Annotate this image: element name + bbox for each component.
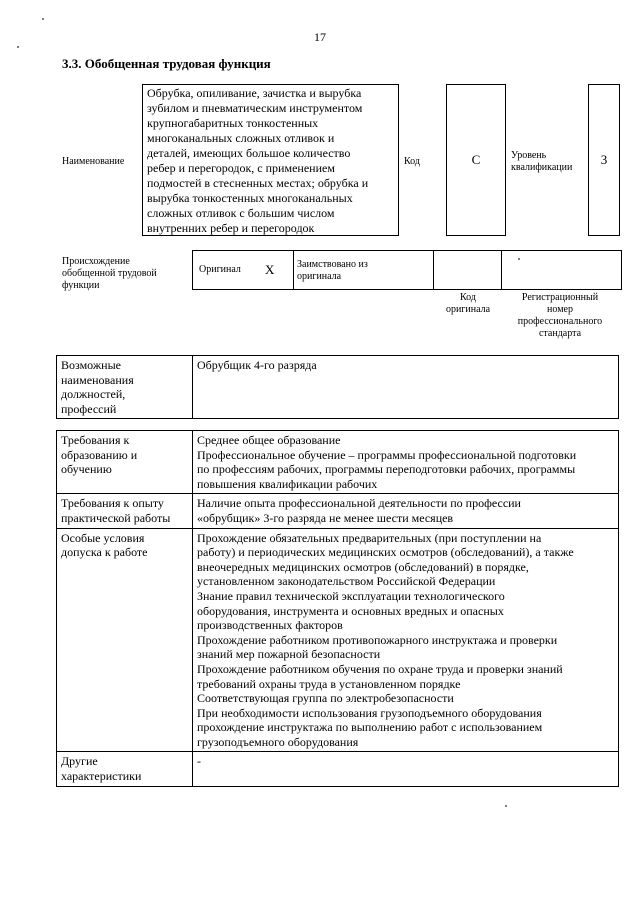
- origin-label: Происхождение обобщенной трудовой функции: [62, 256, 157, 291]
- scan-speck: [17, 46, 19, 48]
- code-value: C: [471, 152, 481, 167]
- registration-number-caption: Регистрационный номер профессионального стандарта: [517, 292, 603, 339]
- requirement-label: Требования к опыту практической работы: [57, 494, 193, 528]
- function-name-line: деталей, имеющих большое количество: [147, 146, 351, 160]
- requirement-label: Другие характеристики: [57, 752, 193, 786]
- divider: [433, 251, 434, 289]
- section-title: 3.3. Обобщенная трудовая функция: [62, 56, 271, 71]
- table-row: [57, 356, 619, 419]
- scan-speck: [505, 805, 507, 807]
- original-code-caption: Код оригинала: [445, 292, 491, 315]
- function-name-line: внутренних ребер и перегородок: [147, 221, 315, 235]
- requirement-label: Особые условия допуска к работе: [57, 528, 193, 752]
- level-value-box: [588, 84, 620, 236]
- function-name-line: многоканальных сложных отливок и: [147, 131, 335, 145]
- positions-value: Обрубщик 4-го разряда: [193, 356, 619, 419]
- table-row: [57, 431, 619, 494]
- original-label: Оригинал: [199, 264, 241, 275]
- page-number: 17: [314, 30, 326, 44]
- original-mark: X: [265, 262, 275, 277]
- divider: [501, 251, 502, 289]
- function-name-line: сложных отливок с большим числом: [147, 206, 335, 220]
- positions-table: [56, 355, 619, 419]
- function-name-line: крупногабаритных тонкостенных: [147, 116, 319, 130]
- function-name-line: Обрубка, опиливание, зачистка и вырубка: [147, 86, 362, 100]
- requirement-value: -: [193, 752, 619, 786]
- code-value-box: [446, 84, 506, 236]
- function-name-line: вырубка тонкостенных многоканальных: [147, 191, 353, 205]
- table-row: [57, 494, 619, 528]
- scan-speck: [518, 258, 520, 260]
- name-label: Наименование: [62, 156, 125, 167]
- level-label: Уровень квалификации: [511, 150, 573, 173]
- scan-speck: [42, 18, 44, 20]
- level-value: 3: [600, 152, 608, 167]
- origin-table: [192, 250, 622, 290]
- requirement-value: Наличие опыта профессиональной деятельности по профессии «обрубщик» 3-го разряда не менее шести месяцев: [193, 494, 619, 528]
- code-label: Код: [404, 156, 420, 167]
- function-name-line: ребер и перегородок, с применением: [147, 161, 335, 175]
- table-row: [57, 752, 619, 786]
- positions-label: Возможные наименования должностей, профессий: [57, 356, 193, 419]
- borrowed-label: Заимствовано из оригинала: [297, 259, 368, 282]
- function-name-line: зубилом и пневматическим инструментом: [147, 101, 363, 115]
- requirement-value: Прохождение обязательных предварительных (при поступлении на работу) и периодических медицинских осмотров (обследований), а также внеочередных медицинских осмотров (обследований) в порядке, установленном законодательством Российской Федерации Знание правил технической эксплуатации технологического оборудования, инструмента и основных вредных и опасных производственных факторов Прохождение работником противопожарного инструктажа и проверки знаний мер пожарной безопасности Прохождение работником обучения по охране труда и проверки знаний требований охраны труда в установленном порядке Соответствующая группа по электробезопасности При необходимости использования грузоподъемного оборудования прохождение инструктажа по выполнению работ с использованием грузоподъемного оборудования: [193, 528, 619, 752]
- requirement-label: Требования к образованию и обучению: [57, 431, 193, 494]
- table-row: [57, 528, 619, 752]
- function-name-line: подмостей в стесненных местах; обрубка и: [147, 176, 369, 190]
- requirements-table: [56, 430, 619, 787]
- requirement-value: Среднее общее образование Профессиональное обучение – программы профессиональной подготовки по профессиям рабочих, программы переподготовки рабочих, программы повышения квалификации рабочих: [193, 431, 619, 494]
- function-name-box: [142, 84, 399, 236]
- divider: [293, 251, 294, 289]
